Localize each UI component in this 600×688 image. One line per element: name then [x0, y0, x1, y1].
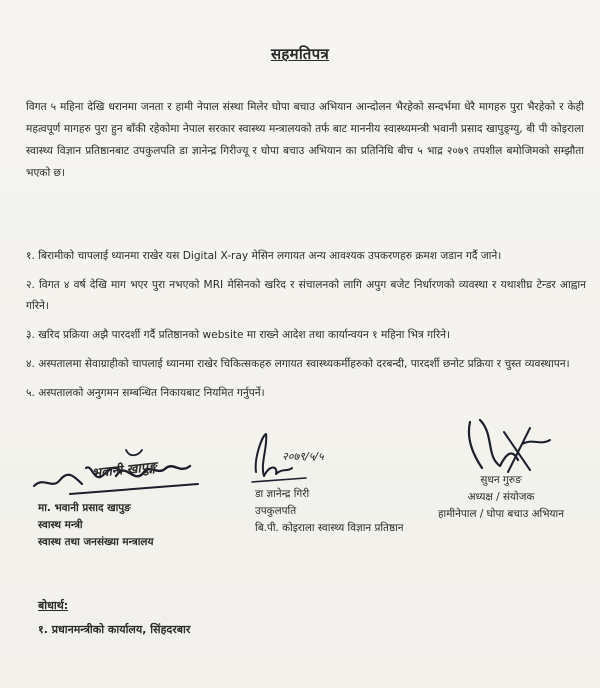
signatory-2-title: उपकुलपति — [255, 505, 297, 517]
signatory-2 — [255, 486, 404, 537]
signatory-2-org: बि.पी. कोइराला स्वास्थ्य विज्ञान प्रतिष्ठान — [255, 522, 404, 534]
signatory-1-title: स्वास्थ मन्त्री — [38, 519, 83, 531]
cc-item-1: १. प्रधानमन्त्रीको कार्यालय, सिंहदरबार — [38, 623, 191, 636]
cc-label: बोधार्थ: — [38, 599, 69, 612]
agreement-point-2: २. विगत ४ वर्ष देखि माग भएर पुरा नभएको MRI मेसिनको खरिद र संचालनको लागि अपुग बजेट निर्धारणको व्यवस्था र यथाशीघ्र टेन्डर आह्वान गरिने। — [26, 279, 586, 312]
signatory-1-org: स्वास्थ तथा जनसंख्या मन्त्रालय — [38, 536, 154, 548]
agreement-point-1: १. बिरामीको चापलाई ध्यानमा राखेर यस Digital X-ray मेसिन लगायत अन्य आवश्यक उपकरणहरु क्रमश जडान गर्दै जाने। — [26, 250, 502, 262]
signature-2-date: २०७९/५/५ — [282, 450, 324, 463]
signatory-3 — [438, 472, 564, 523]
agreement-point-5: ५. अस्पतालको अनुगमन सम्बन्धित निकायबाट नियमित गर्नुपर्ने। — [26, 387, 265, 399]
signatory-1-name: मा. भवानी प्रसाद खापुङ — [38, 502, 131, 514]
signatory-3-title: अध्यक्ष / संयोजक — [467, 491, 535, 503]
signature-1-handwritten-note: भवानी खापुङ्ग — [91, 459, 158, 482]
intro-paragraph: विगत ५ महिना देखि धरानमा जनता र हामी नेपाल संस्था मिलेर घोपा बचाउ अभियान आन्दोलन भैरहेको सन्दर्भमा धेरै मागहरु पुरा भैरहेको र केही महत्वपूर्ण मागहरु पुरा हुन बाँकी रहेकोमा नेपाल सरकार स्वास्थ्य मन्त्रालयको तर्फ बाट माननीय स्वास्थ्यमन्त्री भवानी प्रसाद खापुङ्ग्यु, बी पी कोइराला स्वास्थ्य विज्ञान प्रतिष्ठानबाट उपकुलपति डा ज्ञानेन्द्र गिरीज्यू र घोपा बचाउ अभियान का प्रतिनिधि बीच ५ भाद्र २०७९ तपशील बमोजिमको सम्झौता भएको छ। — [26, 101, 584, 179]
document-title: सहमतिपत्र — [270, 45, 330, 63]
signatory-3-org: हामीनेपाल / घोपा बचाउ अभियान — [438, 508, 564, 520]
signatory-3-name: सुधन गुरुङ — [480, 474, 522, 486]
signatory-1 — [38, 500, 153, 551]
agreement-points-list — [26, 246, 586, 412]
agreement-point-4: ४. अस्पतालमा सेवाग्राहीको चापलाई ध्यानमा राखेर चिकित्सकहरु लगायत स्वास्थ्यकर्मीहरुको दरबन्दी, पारदर्शी छनोट प्रक्रिया र चुस्त व्यवस्थापन। — [26, 358, 570, 370]
agreement-point-3: ३. खरिद प्रक्रिया अझै पारदर्शी गर्दै प्रतिष्ठानको website मा राख्ने आदेश तथा कार्यान्वयन १ महिना भित्र गरिने। — [26, 329, 451, 341]
signatory-2-name: डा ज्ञानेन्द्र गिरी — [255, 488, 310, 500]
